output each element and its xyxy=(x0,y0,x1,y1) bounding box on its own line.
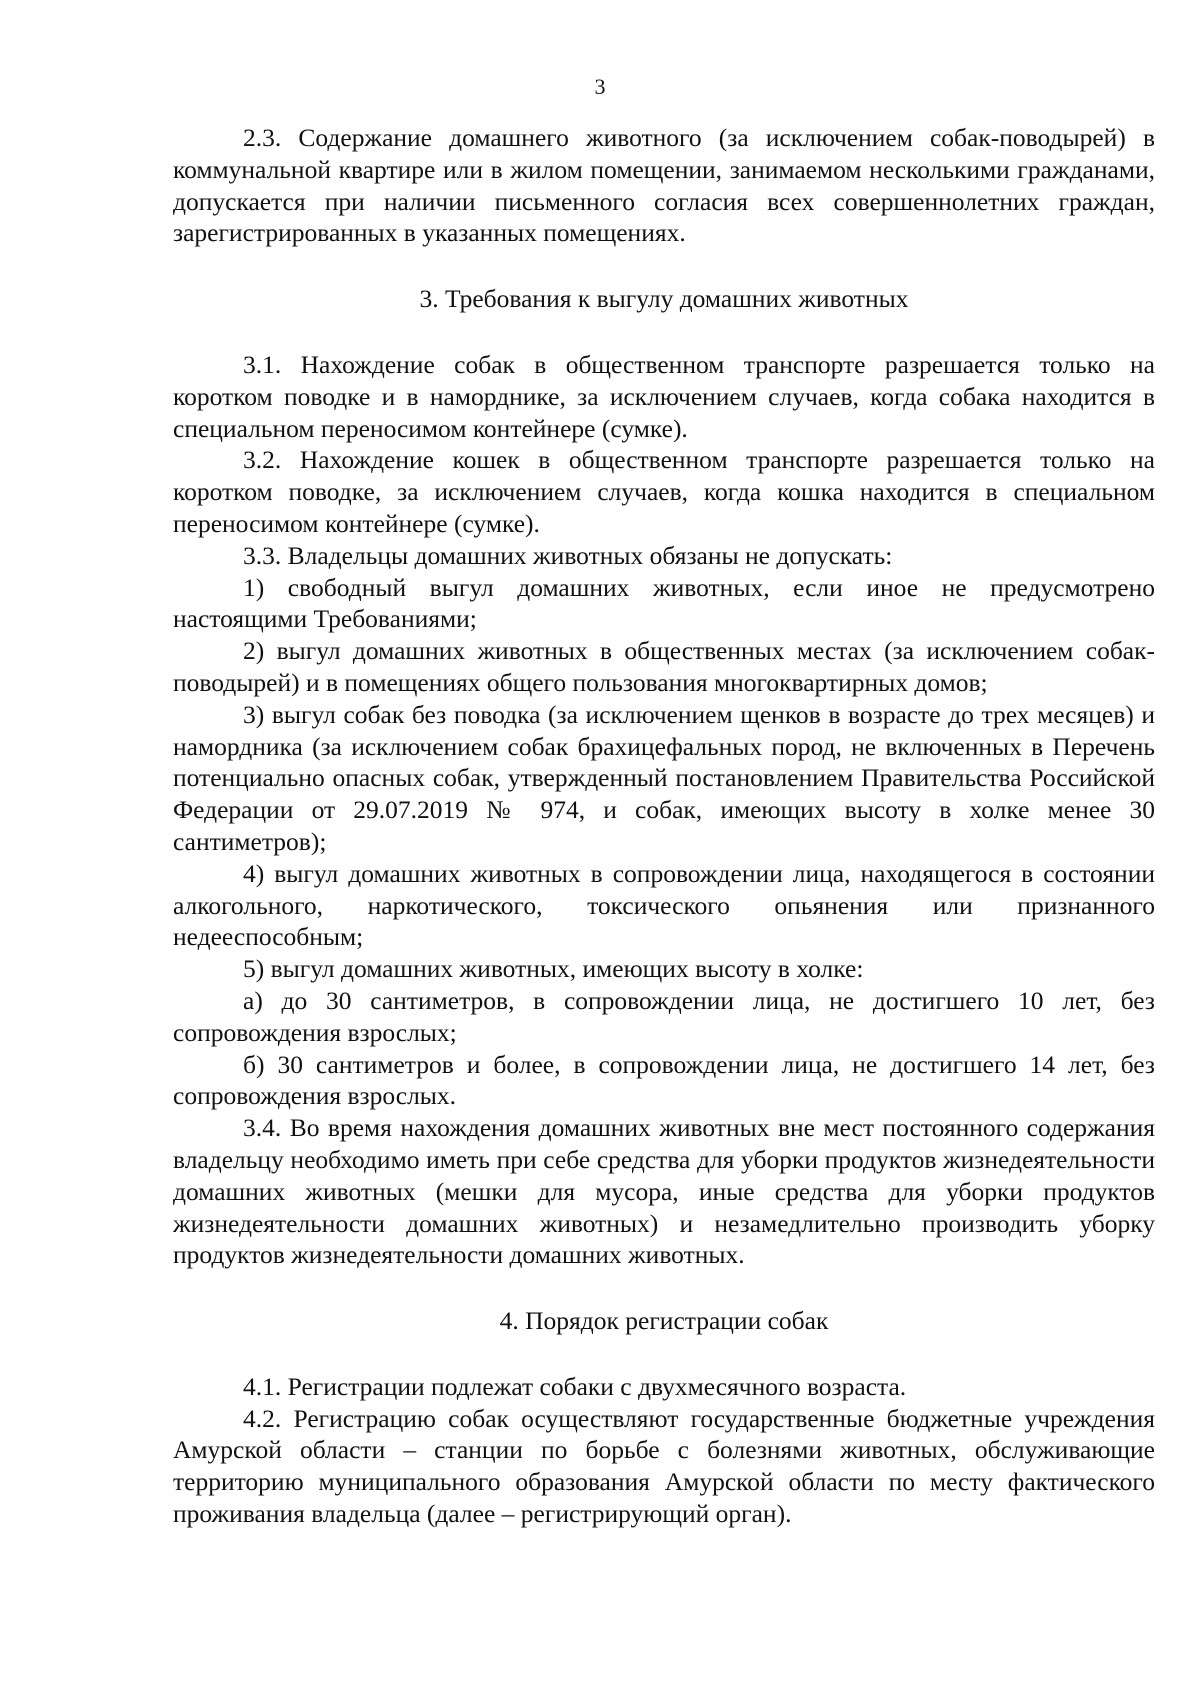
paragraph-3-4: 3.4. Во время нахождения домашних животных вне мест постоянного содержания владельцу необходимо иметь при себе средства для уборки продуктов жизнедеятельности домашних животных (мешки для мусора, иные средства для уборки продуктов жизнедеятельности домашних животных) и незамедлительно производить уборку продуктов жизнедеятельности домашних животных. xyxy=(173,1113,1155,1270)
list-item-2: 2) выгул домашних животных в общественных местах (за исключением собак-поводырей) и в помещениях общего пользования многоквартирных домов; xyxy=(173,636,1155,697)
section-heading-4: 4. Порядок регистрации собак xyxy=(499,1306,829,1336)
paragraph-3-2: 3.2. Нахождение кошек в общественном транспорте разрешается только на коротком поводке, за исключением случаев, когда кошка находится в специальном переносимом контейнере (сумке). xyxy=(173,445,1155,538)
paragraph-4-2: 4.2. Регистрацию собак осуществляют государственные бюджетные учреждения Амурской области – станции по борьбе с болезнями животных, обслуживающие территорию муниципального образования Амурской области по месту фактического проживания владельца (далее – регистрирующий орган). xyxy=(173,1403,1155,1529)
section-heading-3: 3. Требования к выгулу домашних животных xyxy=(419,284,909,314)
paragraph-4-1: 4.1. Регистрации подлежат собаки с двухмесячного возраста. xyxy=(243,1371,907,1401)
paragraph-3-1: 3.1. Нахождение собак в общественном транспорте разрешается только на коротком поводке и в наморднике, за исключением случаев, когда собака находится в специальном переносимом контейнере (сумке). xyxy=(173,349,1155,443)
paragraph-3-3: 3.3. Владельцы домашних животных обязаны не допускать: xyxy=(243,540,893,570)
page-number: 3 xyxy=(594,74,606,99)
list-item-5b: б) 30 сантиметров и более, в сопровождении лица, не достигшего 14 лет, без сопровождения взрослых. xyxy=(173,1049,1155,1111)
paragraph-2-3: 2.3. Содержание домашнего животного (за исключением собак-поводырей) в коммунальной квартире или в жилом помещении, занимаемом несколькими гражданами, допускается при наличии письменного согласия всех совершеннолетних граждан, зарегистрированных в указанных помещениях. xyxy=(173,123,1155,248)
list-item-3: 3) выгул собак без поводка (за исключением щенков в возрасте до трех месяцев) и намордника (за исключением собак брахицефальных пород, не включенных в Перечень потенциально опасных собак, утвержденный постановлением Правительства Российской Федерации от 29.07.2019 № 974, и собак, имеющих высоту в холке менее 30 сантиметров); xyxy=(173,699,1155,856)
list-item-4: 4) выгул домашних животных в сопровождении лица, находящегося в состоянии алкогольного, наркотического, токсического опьянения или признанного недееспособным; xyxy=(173,858,1155,952)
document-body xyxy=(173,122,1155,1530)
list-item-1: 1) свободный выгул домашних животных, если иное не предусмотрено настоящими Требованиями; xyxy=(173,572,1155,634)
list-item-5: 5) выгул домашних животных, имеющих высоту в холке: xyxy=(243,954,864,984)
list-item-5a: а) до 30 сантиметров, в сопровождении лица, не достигшего 10 лет, без сопровождения взрослых; xyxy=(173,985,1155,1047)
